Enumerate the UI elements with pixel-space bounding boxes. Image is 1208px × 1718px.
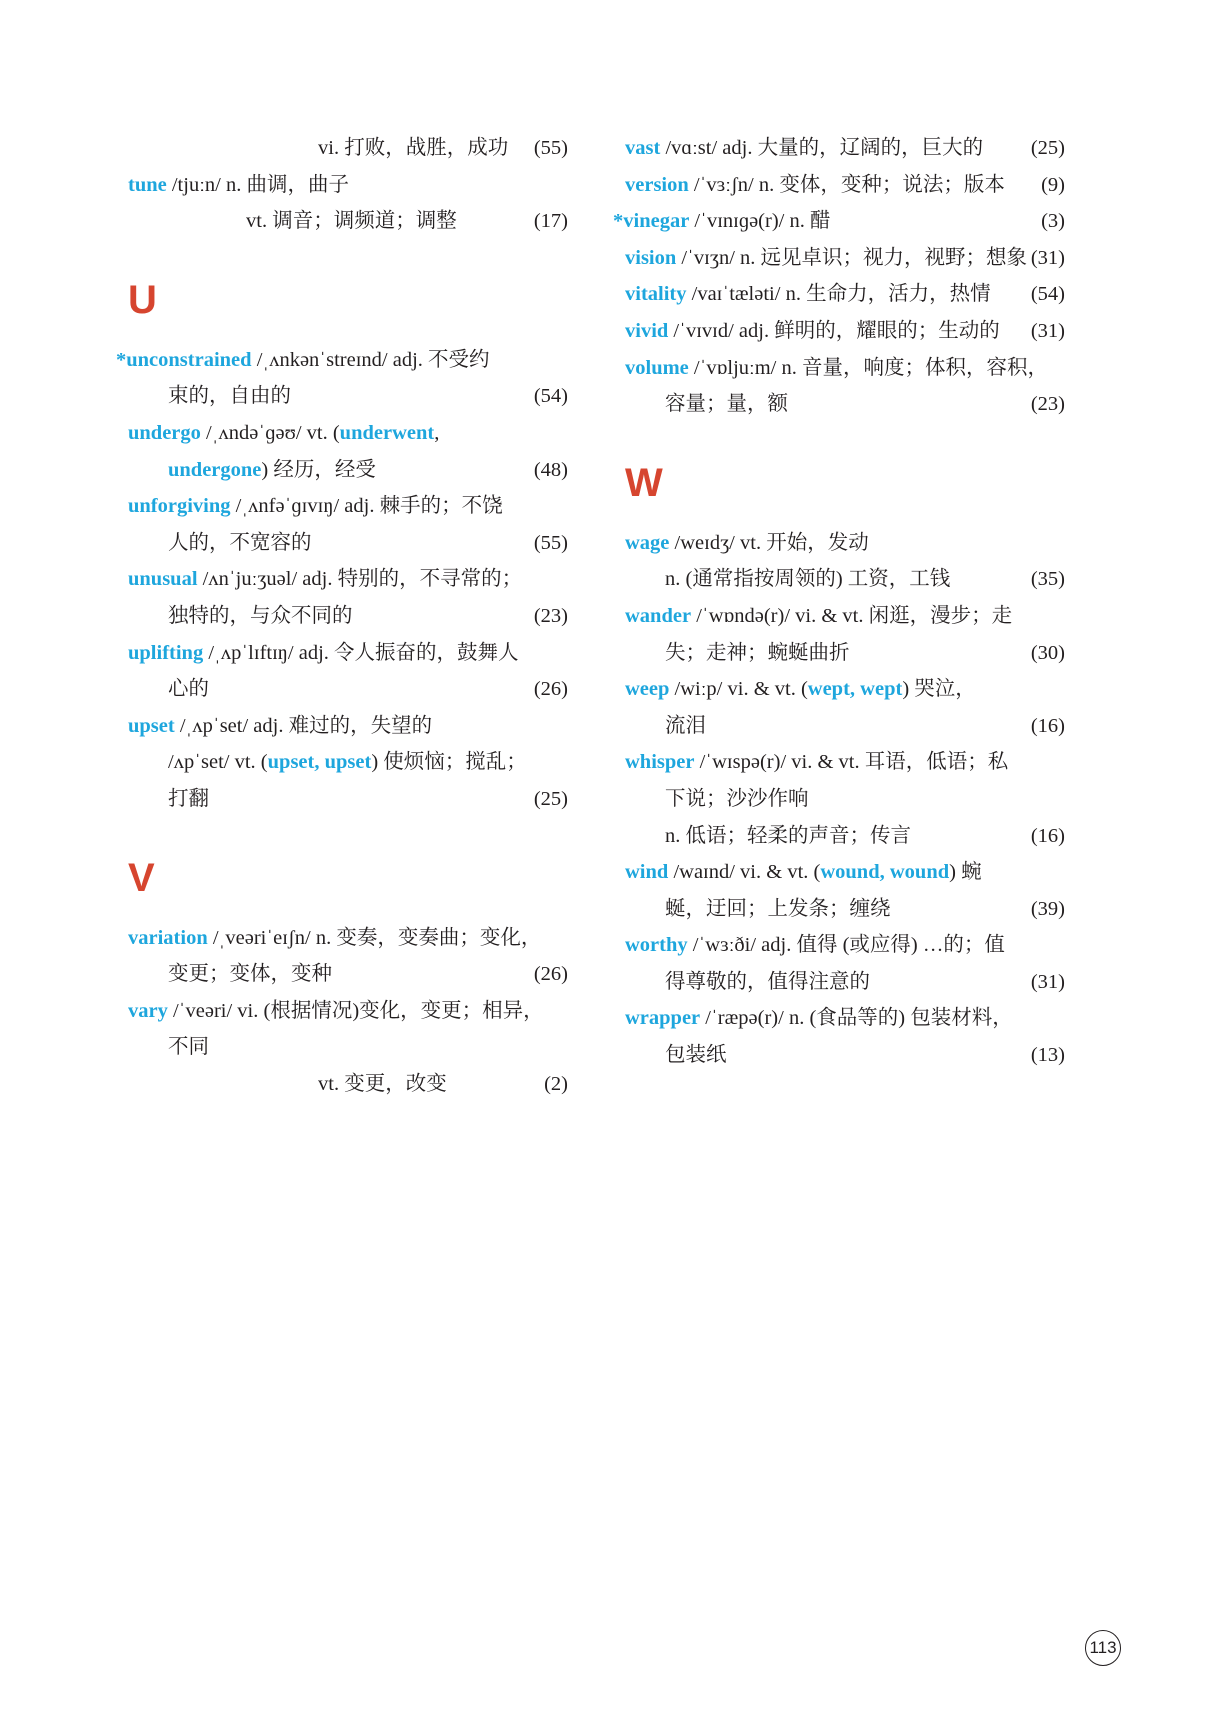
headword: unusual: [128, 568, 198, 591]
definition-text: 得尊敬的，值得注意的: [665, 970, 870, 993]
entry-text: /ˌʌndəˈɡəʊ/ vt. (: [200, 421, 340, 444]
headword: upset: [128, 714, 175, 737]
definition-text: ) 使烦恼；搅乱；: [371, 751, 527, 774]
entry-line: [625, 240, 1065, 277]
definition-text: 人的，不宽容的: [168, 531, 312, 554]
entry-text: /ˈræpə(r)/ n. (食品等的) 包装材料，: [700, 1007, 1013, 1030]
entry-text: /ˌʌpˈlɪftɪŋ/ adj. 令人振奋的，鼓舞人: [203, 641, 519, 664]
headword: weep: [625, 678, 670, 701]
entry-line: [625, 671, 1065, 708]
unit-number: (55): [533, 137, 568, 159]
section-letter-v: V: [128, 855, 155, 900]
entry-text: /ˈvɜːʃn/ n. 变体，变种；说法；版本: [688, 173, 1005, 196]
entry-line: [625, 276, 1065, 313]
section-letter-u: U: [128, 277, 157, 322]
page-number: 113: [1085, 1630, 1121, 1666]
unit-number: (2): [544, 1072, 568, 1095]
definition-text: vt. 变更，改变: [318, 1072, 447, 1095]
entry-text: /ˈwɪspə(r)/ vi. & vt. 耳语，低语；私: [694, 751, 1009, 774]
entry-line: [625, 525, 1065, 562]
definition-text: 独特的，与众不同的: [168, 604, 353, 627]
inflected-form: undergone: [168, 458, 262, 481]
entry-line: [625, 313, 1065, 350]
left-column: [116, 130, 568, 1102]
entry-text: /ˌʌpˈset/ adj. 难过的，失望的: [174, 714, 433, 737]
unit-number: (3): [1041, 210, 1065, 233]
inflected-form: underwent: [339, 421, 435, 444]
entry-line: [128, 167, 568, 204]
definition-text: 流泪: [665, 714, 706, 737]
headword: vivid: [625, 319, 669, 342]
inflected-comma: ,: [314, 751, 325, 774]
headword: uplifting: [128, 641, 204, 664]
entry-line: [128, 415, 568, 452]
unit-number: (26): [533, 963, 568, 986]
definition-text: vi. 打败，战胜，成功: [318, 137, 509, 159]
entry-line: [128, 744, 568, 781]
entry-line: [128, 378, 568, 415]
entry-text: /ˌʌnkənˈstreɪnd/ adj. 不受约: [251, 348, 490, 371]
entry-text: /ˈvɪʒn/ n. 远见卓识；视力，视野；想象: [676, 246, 1028, 269]
entry-line: [625, 964, 1065, 1001]
headword: version: [625, 173, 689, 196]
entry-text: /ˌʌnfəˈɡɪvɪŋ/ adj. 棘手的；不饶: [230, 495, 503, 518]
unit-number: (35): [1030, 568, 1065, 591]
entry-line: [128, 130, 568, 167]
inflected-form: wound: [820, 861, 880, 884]
entry-line: [128, 671, 568, 708]
definition-text: ) 哭泣，: [902, 678, 976, 701]
definition-text: vt. 调音；调频道；调整: [246, 210, 457, 233]
entry-line: [625, 635, 1065, 672]
entry-line: [625, 781, 1065, 818]
entry-text: /ˈwɒndə(r)/ vi. & vt. 闲逛，漫步；走: [691, 604, 1013, 627]
entry-line: [625, 891, 1065, 928]
entry-text: /wiːp/ vi. & vt. (: [669, 678, 808, 701]
unit-number: (25): [1030, 137, 1065, 159]
definition-text: ) 蜿: [949, 861, 982, 884]
entry-line: [625, 1000, 1065, 1037]
headword: whisper: [625, 751, 695, 774]
entry-line: [613, 203, 1065, 240]
entry-line: [625, 1037, 1065, 1074]
inflected-form: wound: [889, 861, 950, 884]
entry-line: [128, 1029, 568, 1066]
headword: unforgiving: [128, 495, 231, 518]
unit-number: (30): [1030, 641, 1065, 664]
inflected-form: wept: [807, 678, 850, 701]
entry-line: [128, 525, 568, 562]
entry-line: [625, 927, 1065, 964]
inflected-form: upset: [324, 751, 372, 774]
entry-text: /ʌpˈset/ vt. (: [168, 751, 268, 774]
headword: *unconstrained: [116, 348, 252, 371]
unit-number: (31): [1030, 246, 1065, 269]
entry-line: [625, 386, 1065, 423]
definition-text: 包装纸: [665, 1044, 727, 1067]
headword: vary: [128, 999, 168, 1022]
entry-line: [625, 598, 1065, 635]
definition-text: 束的，自由的: [168, 385, 291, 408]
entry-text: /waɪnd/ vi. & vt. (: [668, 861, 821, 884]
unit-number: (54): [1030, 283, 1065, 306]
entry-text: /ˌveəriˈeɪʃn/ n. 变奏，变奏曲；变化，: [207, 926, 542, 949]
entry-line: [625, 130, 1065, 167]
entry-line: [625, 350, 1065, 387]
entry-text: /ʌnˈjuːʒuəl/ adj. 特别的，不寻常的；: [197, 568, 523, 591]
definition-text: 不同: [168, 1036, 209, 1059]
unit-number: (17): [533, 210, 568, 233]
entry-line: [625, 561, 1065, 598]
unit-number: (48): [533, 458, 568, 481]
headword: *vinegar: [613, 210, 690, 233]
inflected-comma: ,: [879, 861, 890, 884]
entry-text: /ˈwɜːði/ adj. 值得 (或应得) …的；值: [687, 934, 1005, 957]
definition-text: ) 经历，经受: [261, 458, 376, 481]
entry-line: [116, 342, 568, 379]
definition-text: 打翻: [168, 787, 209, 810]
definition-text: 心的: [168, 678, 209, 701]
headword: wind: [625, 861, 669, 884]
unit-number: (16): [1030, 824, 1065, 847]
entry-line: [128, 708, 568, 745]
definition-text: 失；走神；蜿蜒曲折: [665, 641, 850, 664]
entry-line: [128, 781, 568, 818]
definition-text: 容量；量，额: [665, 393, 788, 416]
entry-text: /weɪdʒ/ vt. 开始，发动: [669, 531, 869, 554]
unit-number: (23): [533, 604, 568, 627]
headword: volume: [625, 356, 689, 379]
unit-number: (31): [1030, 319, 1065, 342]
unit-number: (31): [1030, 970, 1065, 993]
unit-number: (54): [533, 385, 568, 408]
definition-text: 下说；沙沙作响: [665, 787, 809, 810]
entry-line: [128, 203, 568, 240]
entry-text: ,: [434, 421, 440, 444]
entry-text: /vɑːst/ adj. 大量的，辽阔的，巨大的: [660, 137, 984, 159]
headword: vast: [625, 137, 661, 159]
entry-line: [128, 956, 568, 993]
definition-text: 蜒，迂回；上发条；缠绕: [665, 897, 891, 920]
section-letter-w: W: [625, 460, 663, 505]
definition-text: n. (通常指按周领的) 工资，工钱: [665, 568, 951, 591]
headword: undergo: [128, 421, 201, 444]
entry-line: [128, 920, 568, 957]
entry-line: [128, 561, 568, 598]
unit-number: (39): [1030, 897, 1065, 920]
entry-line: [625, 818, 1065, 855]
unit-number: (25): [533, 787, 568, 810]
headword: wrapper: [625, 1007, 701, 1030]
unit-number: (16): [1030, 714, 1065, 737]
entry-line: [128, 452, 568, 489]
inflected-comma: ,: [849, 678, 861, 701]
entry-text: /tjuːn/ n. 曲调，曲子: [166, 173, 349, 196]
entry-line: [128, 993, 568, 1030]
entry-line: [128, 488, 568, 525]
headword: tune: [128, 173, 167, 196]
entry-text: /ˈveəri/ vi. (根据情况)变化，变更；相异，: [167, 999, 544, 1022]
unit-number: (26): [533, 678, 568, 701]
entry-line: [625, 708, 1065, 745]
entry-line: [128, 598, 568, 635]
headword: vision: [625, 246, 677, 269]
headword: variation: [128, 926, 208, 949]
entry-text: /ˈvɒljuːm/ n. 音量，响度；体积，容积，: [688, 356, 1049, 379]
unit-number: (55): [533, 531, 568, 554]
headword: vitality: [625, 283, 687, 306]
headword: wander: [625, 604, 692, 627]
unit-number: (9): [1041, 173, 1065, 196]
entry-line: [625, 854, 1065, 891]
right-column: [613, 130, 1065, 1074]
definition-text: n. 低语；轻柔的声音；传言: [665, 824, 911, 847]
unit-number: (13): [1030, 1044, 1065, 1067]
entry-text: /ˈvɪvɪd/ adj. 鲜明的，耀眼的；生动的: [668, 319, 1000, 342]
entry-line: [625, 744, 1065, 781]
entry-line: [128, 1066, 568, 1103]
headword: wage: [625, 531, 670, 554]
inflected-form: upset: [267, 751, 315, 774]
unit-number: (23): [1030, 393, 1065, 416]
definition-text: 变更；变体，变种: [168, 963, 332, 986]
entry-line: [625, 167, 1065, 204]
entry-line: [128, 635, 568, 672]
entry-text: /ˈvɪnɪɡə(r)/ n. 醋: [689, 210, 831, 233]
inflected-form: wept: [860, 678, 903, 701]
entry-text: /vaɪˈtæləti/ n. 生命力，活力，热情: [686, 283, 991, 306]
headword: worthy: [625, 934, 688, 957]
